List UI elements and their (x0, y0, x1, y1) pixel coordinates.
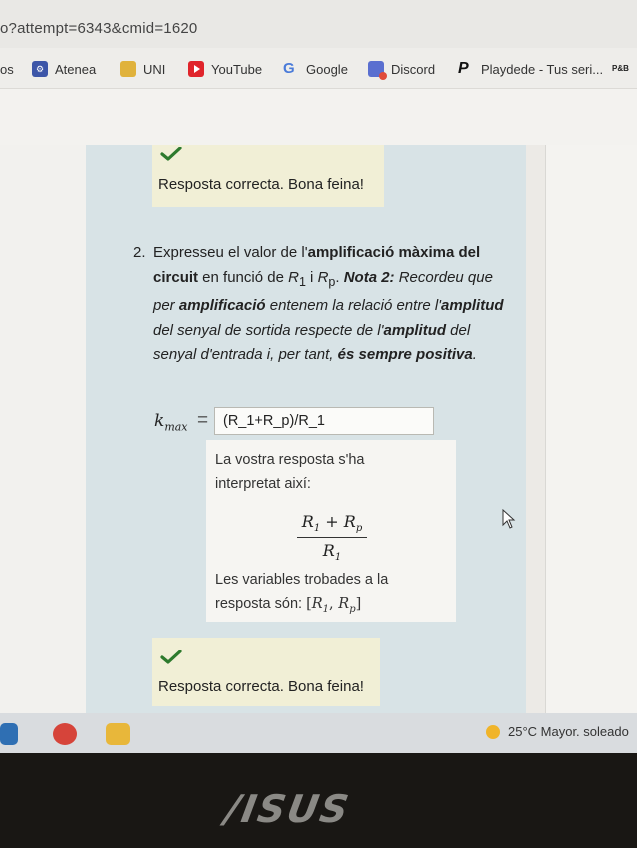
bookmark-label: Atenea (55, 61, 97, 77)
playdede-icon: P (458, 60, 469, 77)
question-text (133, 241, 513, 368)
den-var: R (322, 541, 335, 561)
google-icon: G (283, 60, 295, 77)
q-text: i (305, 268, 318, 286)
q-text: Expresseu el valor de l' (153, 244, 308, 261)
interpreted-fraction (296, 512, 368, 563)
den-sub: 1 (334, 552, 342, 564)
q-text: en funció de (198, 268, 289, 286)
interp-line: Les variables trobades a la (215, 572, 389, 588)
num-var: R (343, 512, 356, 531)
discord-icon (368, 61, 384, 77)
atenea-icon: ⚙ (32, 61, 48, 77)
var: R (311, 596, 323, 612)
pb-icon: P&B (612, 64, 629, 73)
q-italic: . (472, 346, 477, 363)
q-bold-italic: amplificació (178, 297, 266, 314)
feedback-correct-top (152, 145, 384, 207)
found-variables (306, 596, 362, 615)
nota-label: Nota 2: (343, 268, 395, 286)
answer-row (150, 407, 440, 437)
plus-sign: + (320, 512, 344, 531)
feedback-correct-bottom (152, 638, 380, 706)
feedback-text: Resposta correcta. Bona feina! (158, 678, 364, 695)
q-bold: amplificació màxima del circuit (153, 244, 481, 286)
bookmark-label: Google (306, 61, 348, 77)
chrome-icon[interactable] (53, 723, 77, 745)
mouse-cursor-icon (502, 509, 516, 529)
answer-input[interactable]: (R_1+R_p)/R_1 (214, 407, 434, 435)
q-italic: del senyal d'entrada i, per tant, (153, 321, 471, 363)
bookmark-pb[interactable] (612, 59, 635, 79)
folder-icon (120, 61, 136, 77)
var-sub: p (349, 603, 356, 615)
num-sub: 1 (313, 523, 321, 535)
q-bold-italic: amplitud (441, 297, 504, 314)
q-text: . (335, 268, 344, 286)
interp-text: resposta són: (215, 596, 307, 612)
var: R (338, 596, 350, 612)
interp-line: interpretat així: (215, 476, 311, 492)
bracket: ] (355, 596, 362, 612)
fraction-denominator (296, 538, 368, 563)
weather-text: 25°C Mayor. soleado (508, 724, 629, 739)
bookmark-atenea[interactable] (32, 59, 96, 79)
interp-vars-line (215, 596, 361, 615)
bookmark-os[interactable] (0, 59, 14, 79)
equals-sign: = (197, 410, 209, 431)
bookmark-youtube[interactable] (188, 59, 262, 79)
num-sub: p (355, 523, 363, 535)
quiz-page (0, 145, 637, 713)
windows-taskbar (0, 713, 637, 753)
right-sidebar (545, 145, 637, 713)
edge-icon[interactable] (0, 723, 18, 745)
page-top-band (0, 89, 637, 145)
fraction-numerator (296, 512, 368, 537)
bookmark-playdede[interactable] (458, 59, 603, 79)
num-var: R (301, 512, 314, 531)
feedback-text: Resposta correcta. Bona feina! (158, 176, 364, 193)
bookmark-label: Discord (391, 61, 436, 77)
bookmark-uni[interactable] (120, 59, 165, 79)
q-var: R (317, 268, 329, 286)
page-gutter (526, 145, 545, 713)
k-symbol: k (154, 411, 165, 431)
interp-line: La vostra resposta s'ha (215, 452, 365, 468)
var-sub: 1 (322, 603, 330, 615)
answer-label (154, 411, 188, 433)
bracket: [ (306, 596, 312, 612)
q-italic: entenem la relació entre l' (265, 297, 442, 314)
url-text[interactable]: o?attempt=6343&cmid=1620 (0, 20, 198, 37)
bookmark-label: os (0, 61, 14, 77)
q-italic: Recordeu que per (153, 268, 493, 314)
bookmark-label: Playdede - Tus seri... (481, 61, 604, 77)
bookmark-label: UNI (143, 61, 166, 77)
file-explorer-icon[interactable] (106, 723, 130, 745)
check-icon (160, 147, 182, 161)
bookmark-discord[interactable] (368, 59, 435, 79)
q-bold-italic: amplitud (383, 321, 447, 339)
bookmark-google[interactable] (283, 59, 348, 79)
q-sub: 1 (298, 274, 306, 289)
q-var: R (288, 268, 299, 286)
q-italic: del senyal de sortida respecte de l' (153, 321, 384, 339)
weather-widget[interactable] (486, 724, 629, 739)
asus-logo: /ISUS (222, 787, 354, 831)
interpretation-box (206, 440, 456, 622)
bookmarks-bar (0, 48, 637, 89)
sun-icon (486, 725, 500, 739)
check-icon (160, 650, 182, 664)
q-sub: p (328, 274, 336, 289)
address-bar[interactable] (0, 0, 637, 49)
k-subscript: max (164, 420, 188, 434)
youtube-icon (188, 61, 204, 77)
question-number: 2. (133, 244, 146, 261)
separator: , (329, 596, 339, 612)
question-body (153, 241, 513, 368)
bookmark-label: YouTube (211, 61, 263, 77)
q-bold-italic: és sempre positiva (337, 346, 473, 363)
